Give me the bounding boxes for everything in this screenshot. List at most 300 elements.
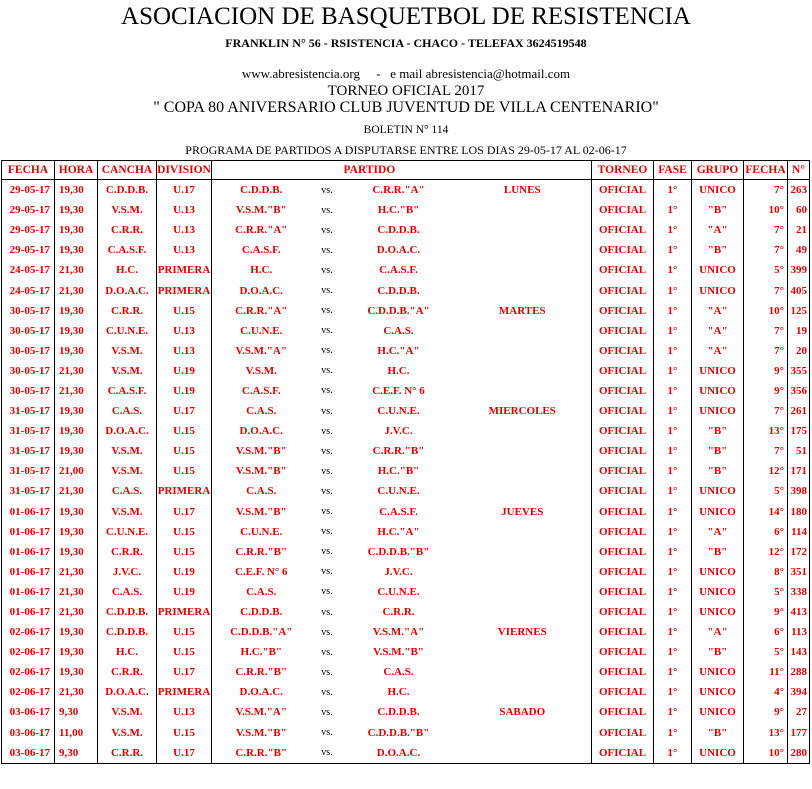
row-phase: 1° bbox=[654, 361, 692, 381]
row-round: 7° bbox=[744, 401, 788, 421]
table-row bbox=[2, 220, 810, 240]
schedule-body bbox=[2, 180, 810, 764]
row-match-number: 405 bbox=[788, 280, 810, 300]
row-tournament: OFICIAL bbox=[592, 702, 654, 722]
table-row bbox=[2, 461, 810, 481]
row-group: "B" bbox=[692, 461, 744, 481]
row-home-team: D.O.A.C. bbox=[212, 280, 311, 300]
row-tournament: OFICIAL bbox=[592, 441, 654, 461]
row-court: C.R.R. bbox=[98, 743, 157, 764]
row-time: 19,30 bbox=[55, 662, 98, 682]
row-division: U.19 bbox=[157, 582, 212, 602]
row-tournament: OFICIAL bbox=[592, 381, 654, 401]
row-away-team: C.U.N.E. bbox=[377, 485, 420, 498]
row-division: U.13 bbox=[157, 220, 212, 240]
table-row bbox=[2, 321, 810, 341]
row-weekday bbox=[454, 542, 592, 562]
row-time: 19,30 bbox=[55, 642, 98, 662]
col-header-hora: HORA bbox=[55, 161, 98, 180]
row-time: 19,30 bbox=[55, 502, 98, 522]
row-weekday bbox=[454, 220, 592, 240]
row-match-number: 338 bbox=[788, 582, 810, 602]
address-line: FRANKLIN N° 56 - RSISTENCIA - CHACO - TELEFAX 3624519548 bbox=[225, 36, 587, 50]
row-time: 21,30 bbox=[55, 361, 98, 381]
row-away-team: C.D.D.B."A" bbox=[367, 304, 430, 317]
row-group: "A" bbox=[692, 341, 744, 361]
row-division: U.17 bbox=[157, 502, 212, 522]
row-vs: vs. bbox=[321, 465, 333, 477]
row-date: 31-05-17 bbox=[2, 401, 55, 421]
row-weekday: JUEVES bbox=[454, 502, 592, 522]
row-match-number: 49 bbox=[788, 240, 810, 260]
row-away-team: H.C."B" bbox=[377, 204, 420, 217]
table-row bbox=[2, 180, 810, 201]
row-away-team: J.V.C. bbox=[384, 565, 413, 578]
row-phase: 1° bbox=[654, 220, 692, 240]
col-header-partido-right bbox=[454, 161, 592, 180]
row-match-number: 180 bbox=[788, 502, 810, 522]
row-court: D.O.A.C. bbox=[98, 682, 157, 702]
row-match-number: 261 bbox=[788, 401, 810, 421]
row-time: 19,30 bbox=[55, 542, 98, 562]
row-match-number: 177 bbox=[788, 723, 810, 743]
row-match-number: 394 bbox=[788, 682, 810, 702]
row-phase: 1° bbox=[654, 502, 692, 522]
col-header-cancha: CANCHA bbox=[98, 161, 157, 180]
row-match-number: 27 bbox=[788, 702, 810, 722]
bulletin-number: BOLETIN N° 114 bbox=[363, 124, 449, 136]
table-row bbox=[2, 582, 810, 602]
row-group: "A" bbox=[692, 220, 744, 240]
row-round: 7° bbox=[744, 180, 788, 201]
col-header-partido: PARTIDO bbox=[344, 161, 454, 180]
row-time: 9,30 bbox=[55, 702, 98, 722]
row-division: U.13 bbox=[157, 702, 212, 722]
table-row bbox=[2, 702, 810, 722]
row-away-team: H.C."A" bbox=[377, 344, 420, 357]
row-round: 10° bbox=[744, 743, 788, 764]
row-phase: 1° bbox=[654, 602, 692, 622]
row-tournament: OFICIAL bbox=[592, 522, 654, 542]
row-phase: 1° bbox=[654, 642, 692, 662]
row-round: 8° bbox=[744, 562, 788, 582]
row-round: 12° bbox=[744, 461, 788, 481]
row-group: "A" bbox=[692, 321, 744, 341]
row-round: 11° bbox=[744, 662, 788, 682]
row-vs: vs. bbox=[321, 646, 333, 658]
row-date: 01-06-17 bbox=[2, 522, 55, 542]
row-group: UNICO bbox=[692, 562, 744, 582]
row-group: UNICO bbox=[692, 662, 744, 682]
row-group: UNICO bbox=[692, 582, 744, 602]
row-group: "B" bbox=[692, 200, 744, 220]
row-round: 9° bbox=[744, 702, 788, 722]
row-group: UNICO bbox=[692, 743, 744, 764]
row-match-number: 263 bbox=[788, 180, 810, 201]
row-home-team: C.E.F. N° 6 bbox=[212, 562, 311, 582]
row-away-team: H.C."B" bbox=[377, 465, 420, 478]
row-weekday bbox=[454, 321, 592, 341]
row-division: U.13 bbox=[157, 321, 212, 341]
row-away-team: D.O.A.C. bbox=[344, 743, 454, 764]
row-vs: vs. bbox=[321, 485, 333, 497]
row-date: 31-05-17 bbox=[2, 441, 55, 461]
row-tournament: OFICIAL bbox=[592, 220, 654, 240]
row-match-number: 171 bbox=[788, 461, 810, 481]
row-court: C.A.S.F. bbox=[98, 381, 157, 401]
table-row bbox=[2, 481, 810, 501]
row-group: UNICO bbox=[692, 502, 744, 522]
row-tournament: OFICIAL bbox=[592, 301, 654, 321]
table-row bbox=[2, 542, 810, 562]
table-row bbox=[2, 642, 810, 662]
row-home-team: C.R.R."A" bbox=[212, 301, 311, 321]
row-date: 03-06-17 bbox=[2, 702, 55, 722]
row-away-team: C.D.D.B. bbox=[377, 224, 420, 237]
contact-line: www.abresistencia.org - e mail abresistencia@hotmail.com bbox=[241, 66, 571, 81]
row-division: U.13 bbox=[157, 240, 212, 260]
row-court: C.D.D.B. bbox=[98, 602, 157, 622]
row-weekday bbox=[454, 341, 592, 361]
table-row bbox=[2, 240, 810, 260]
row-weekday: LUNES bbox=[454, 180, 592, 201]
row-match-number: 172 bbox=[788, 542, 810, 562]
row-round: 7° bbox=[744, 280, 788, 300]
row-phase: 1° bbox=[654, 200, 692, 220]
row-match-number: 398 bbox=[788, 481, 810, 501]
row-phase: 1° bbox=[654, 301, 692, 321]
row-away-team: D.O.A.C. bbox=[376, 244, 421, 257]
row-away-team: C.E.F. N° 6 bbox=[372, 384, 425, 397]
table-row bbox=[2, 743, 810, 764]
row-court: V.S.M. bbox=[98, 461, 157, 481]
row-court: C.R.R. bbox=[98, 542, 157, 562]
row-date: 01-06-17 bbox=[2, 582, 55, 602]
row-division: U.17 bbox=[157, 662, 212, 682]
row-court: C.A.S. bbox=[98, 401, 157, 421]
row-away-team: J.V.C. bbox=[384, 425, 413, 438]
row-date: 24-05-17 bbox=[2, 260, 55, 280]
row-group: UNICO bbox=[692, 280, 744, 300]
row-time: 19,30 bbox=[55, 200, 98, 220]
row-group: UNICO bbox=[692, 361, 744, 381]
row-vs: vs. bbox=[321, 546, 333, 558]
row-tournament: OFICIAL bbox=[592, 461, 654, 481]
row-phase: 1° bbox=[654, 321, 692, 341]
row-home-team: C.A.S. bbox=[212, 582, 311, 602]
row-round: 4° bbox=[744, 682, 788, 702]
row-group: "B" bbox=[692, 441, 744, 461]
row-time: 21,30 bbox=[55, 582, 98, 602]
row-group: UNICO bbox=[692, 702, 744, 722]
row-home-team: C.R.R."A" bbox=[212, 220, 311, 240]
row-weekday bbox=[454, 441, 592, 461]
row-round: 10° bbox=[744, 301, 788, 321]
row-date: 31-05-17 bbox=[2, 481, 55, 501]
row-court: H.C. bbox=[98, 642, 157, 662]
row-group: UNICO bbox=[692, 682, 744, 702]
row-date: 30-05-17 bbox=[2, 321, 55, 341]
col-header-fecha: FECHA bbox=[2, 161, 55, 180]
row-round: 9° bbox=[744, 602, 788, 622]
row-division: U.19 bbox=[157, 381, 212, 401]
row-tournament: OFICIAL bbox=[592, 562, 654, 582]
row-date: 01-06-17 bbox=[2, 542, 55, 562]
row-weekday bbox=[454, 200, 592, 220]
row-round: 7° bbox=[744, 240, 788, 260]
row-vs: vs. bbox=[321, 365, 333, 377]
row-away-team: H.C. bbox=[387, 364, 410, 377]
row-home-team: C.A.S.F. bbox=[212, 240, 311, 260]
row-time: 21,30 bbox=[55, 682, 98, 702]
row-weekday bbox=[454, 381, 592, 401]
row-division: PRIMERA bbox=[157, 260, 212, 280]
row-vs: vs. bbox=[321, 666, 333, 678]
table-row bbox=[2, 441, 810, 461]
row-group: "A" bbox=[692, 622, 744, 642]
table-row bbox=[2, 662, 810, 682]
row-round: 10° bbox=[744, 200, 788, 220]
schedule-table bbox=[1, 160, 810, 764]
row-phase: 1° bbox=[654, 461, 692, 481]
col-header-fecha-num: FECHA bbox=[744, 161, 788, 180]
col-header-numero: N° bbox=[788, 161, 810, 180]
row-time: 19,30 bbox=[55, 240, 98, 260]
row-match-number: 113 bbox=[788, 622, 810, 642]
row-vs: vs. bbox=[321, 385, 333, 397]
row-tournament: OFICIAL bbox=[592, 642, 654, 662]
row-home-team: V.S.M."B" bbox=[212, 723, 311, 743]
row-tournament: OFICIAL bbox=[592, 542, 654, 562]
row-match-number: 19 bbox=[788, 321, 810, 341]
row-group: UNICO bbox=[692, 481, 744, 501]
row-time: 21,30 bbox=[55, 260, 98, 280]
row-court: V.S.M. bbox=[98, 200, 157, 220]
row-home-team: C.U.N.E. bbox=[212, 522, 311, 542]
row-round: 5° bbox=[744, 582, 788, 602]
table-row bbox=[2, 421, 810, 441]
table-row bbox=[2, 301, 810, 321]
row-tournament: OFICIAL bbox=[592, 421, 654, 441]
row-away-team: V.S.M."B" bbox=[373, 646, 424, 659]
row-weekday bbox=[454, 682, 592, 702]
row-division: U.17 bbox=[157, 743, 212, 764]
row-division: U.19 bbox=[157, 361, 212, 381]
row-division: U.15 bbox=[157, 723, 212, 743]
row-division: U.15 bbox=[157, 461, 212, 481]
row-away-team: V.S.M."A" bbox=[372, 626, 425, 639]
row-round: 12° bbox=[744, 542, 788, 562]
row-phase: 1° bbox=[654, 622, 692, 642]
row-time: 19,30 bbox=[55, 441, 98, 461]
row-weekday bbox=[454, 421, 592, 441]
row-court: J.V.C. bbox=[98, 562, 157, 582]
row-time: 21,30 bbox=[55, 562, 98, 582]
row-home-team: H.C. bbox=[212, 260, 311, 280]
row-tournament: OFICIAL bbox=[592, 361, 654, 381]
row-group: "A" bbox=[692, 522, 744, 542]
row-vs: vs. bbox=[321, 405, 333, 417]
row-weekday bbox=[454, 602, 592, 622]
row-phase: 1° bbox=[654, 240, 692, 260]
row-division: U.15 bbox=[157, 622, 212, 642]
row-tournament: OFICIAL bbox=[592, 200, 654, 220]
row-phase: 1° bbox=[654, 260, 692, 280]
col-header-fase: FASE bbox=[654, 161, 692, 180]
row-tournament: OFICIAL bbox=[592, 280, 654, 300]
row-division: U.17 bbox=[157, 401, 212, 421]
row-time: 19,30 bbox=[55, 421, 98, 441]
row-vs: vs. bbox=[311, 743, 344, 764]
table-row bbox=[2, 381, 810, 401]
row-round: 6° bbox=[744, 522, 788, 542]
row-phase: 1° bbox=[654, 743, 692, 764]
row-vs: vs. bbox=[321, 626, 333, 638]
row-weekday bbox=[454, 361, 592, 381]
page-title: ASOCIACION DE BASQUETBOL DE RESISTENCIA bbox=[121, 3, 691, 30]
row-date: 01-06-17 bbox=[2, 502, 55, 522]
row-away-team: C.R.R. bbox=[382, 606, 415, 619]
table-header-row bbox=[2, 161, 810, 180]
row-division: U.13 bbox=[157, 341, 212, 361]
row-division: PRIMERA bbox=[157, 481, 212, 501]
row-home-team: C.U.N.E. bbox=[212, 321, 311, 341]
row-vs: vs. bbox=[321, 586, 333, 598]
row-tournament: OFICIAL bbox=[592, 401, 654, 421]
row-time: 9,30 bbox=[55, 743, 98, 764]
row-round: 5° bbox=[744, 481, 788, 501]
row-home-team: C.R.R."B" bbox=[212, 743, 311, 764]
row-round: 14° bbox=[744, 502, 788, 522]
row-division: U.15 bbox=[157, 301, 212, 321]
row-away-team: C.U.N.E. bbox=[377, 405, 420, 418]
row-group: UNICO bbox=[692, 602, 744, 622]
row-court: V.S.M. bbox=[98, 502, 157, 522]
row-court: V.S.M. bbox=[98, 361, 157, 381]
row-court: H.C. bbox=[98, 260, 157, 280]
row-date: 01-06-17 bbox=[2, 562, 55, 582]
row-time: 11,00 bbox=[55, 723, 98, 743]
row-phase: 1° bbox=[654, 180, 692, 201]
row-date: 29-05-17 bbox=[2, 200, 55, 220]
row-court: V.S.M. bbox=[98, 723, 157, 743]
row-court: C.A.S.F. bbox=[98, 240, 157, 260]
row-match-number: 114 bbox=[788, 522, 810, 542]
row-away-team: C.R.R."A" bbox=[372, 184, 425, 197]
row-away-team: C.R.R."B" bbox=[372, 445, 425, 458]
row-weekday bbox=[454, 642, 592, 662]
table-row bbox=[2, 602, 810, 622]
row-match-number: 51 bbox=[788, 441, 810, 461]
row-match-number: 143 bbox=[788, 642, 810, 662]
row-tournament: OFICIAL bbox=[592, 502, 654, 522]
row-group: UNICO bbox=[692, 260, 744, 280]
row-group: UNICO bbox=[692, 381, 744, 401]
row-away-team: H.C. bbox=[387, 686, 410, 699]
row-phase: 1° bbox=[654, 562, 692, 582]
row-phase: 1° bbox=[654, 341, 692, 361]
program-subtitle: PROGRAMA DE PARTIDOS A DISPUTARSE ENTRE LOS DIAS 29-05-17 AL 02-06-17 bbox=[185, 143, 627, 157]
row-weekday bbox=[454, 280, 592, 300]
row-court: C.D.D.B. bbox=[98, 180, 157, 201]
table-row bbox=[2, 682, 810, 702]
row-weekday bbox=[454, 240, 592, 260]
row-vs: vs. bbox=[321, 204, 333, 216]
row-court: C.U.N.E. bbox=[98, 321, 157, 341]
row-round: 9° bbox=[744, 381, 788, 401]
row-date: 03-06-17 bbox=[2, 743, 55, 764]
row-phase: 1° bbox=[654, 702, 692, 722]
row-date: 03-06-17 bbox=[2, 723, 55, 743]
row-round: 13° bbox=[744, 723, 788, 743]
row-home-team: V.S.M. bbox=[212, 361, 311, 381]
row-group: "B" bbox=[692, 642, 744, 662]
row-division: U.15 bbox=[157, 522, 212, 542]
row-weekday bbox=[454, 481, 592, 501]
table-row bbox=[2, 200, 810, 220]
table-row bbox=[2, 562, 810, 582]
row-division: PRIMERA bbox=[157, 280, 212, 300]
row-phase: 1° bbox=[654, 522, 692, 542]
row-round: 7° bbox=[744, 341, 788, 361]
row-date: 24-05-17 bbox=[2, 280, 55, 300]
row-home-team: C.A.S. bbox=[212, 401, 311, 421]
row-phase: 1° bbox=[654, 682, 692, 702]
row-court: C.D.D.B. bbox=[98, 622, 157, 642]
row-time: 21,30 bbox=[55, 381, 98, 401]
row-home-team: V.S.M."A" bbox=[212, 702, 311, 722]
row-vs: vs. bbox=[321, 526, 333, 538]
row-time: 21,30 bbox=[55, 481, 98, 501]
table-row bbox=[2, 361, 810, 381]
row-weekday bbox=[454, 723, 592, 743]
row-date: 02-06-17 bbox=[2, 642, 55, 662]
row-home-team: H.C."B" bbox=[212, 642, 311, 662]
row-away-team: C.D.D.B."B" bbox=[367, 726, 430, 739]
row-match-number: 175 bbox=[788, 421, 810, 441]
row-round: 7° bbox=[744, 321, 788, 341]
row-tournament: OFICIAL bbox=[592, 622, 654, 642]
row-phase: 1° bbox=[654, 401, 692, 421]
row-date: 31-05-17 bbox=[2, 421, 55, 441]
row-weekday: MARTES bbox=[454, 301, 592, 321]
row-round: 5° bbox=[744, 260, 788, 280]
row-vs: vs. bbox=[321, 345, 333, 357]
row-date: 02-06-17 bbox=[2, 662, 55, 682]
row-home-team: V.S.M."B" bbox=[212, 502, 311, 522]
row-round: 5° bbox=[744, 642, 788, 662]
row-court: V.S.M. bbox=[98, 341, 157, 361]
row-time: 19,30 bbox=[55, 220, 98, 240]
row-tournament: OFICIAL bbox=[592, 682, 654, 702]
row-date: 29-05-17 bbox=[2, 220, 55, 240]
row-vs: vs. bbox=[321, 244, 333, 256]
row-court: C.A.S. bbox=[98, 481, 157, 501]
row-date: 29-05-17 bbox=[2, 180, 55, 201]
row-division: PRIMERA bbox=[157, 682, 212, 702]
row-division: U.17 bbox=[157, 180, 212, 201]
row-weekday bbox=[454, 662, 592, 682]
col-header-partido-mid bbox=[311, 161, 344, 180]
row-home-team: C.D.D.B. bbox=[212, 602, 311, 622]
row-weekday bbox=[454, 582, 592, 602]
row-match-number: 288 bbox=[788, 662, 810, 682]
table-row bbox=[2, 401, 810, 421]
row-round: 7° bbox=[744, 441, 788, 461]
row-time: 19,30 bbox=[55, 401, 98, 421]
row-match-number: 280 bbox=[788, 743, 810, 764]
row-date: 30-05-17 bbox=[2, 301, 55, 321]
